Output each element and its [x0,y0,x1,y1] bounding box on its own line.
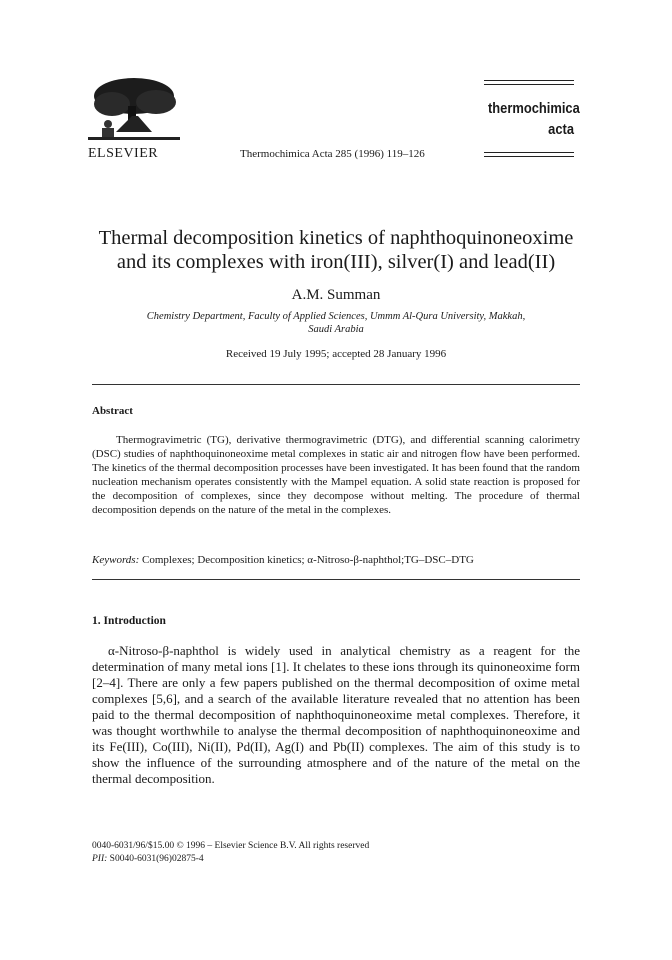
abstract-text: Thermogravimetric (TG), derivative thermogravimetric (DTG), and differential scanning calorimetry (DSC) studies of naphthoquinoneoxime metal complexes in static air and nitrogen flow have been performed. The kinetics of the thermal decomposition processes have been investigated. It has been found that the random nucleation mechanism operates consistently with the Mampel equation. A solid state reaction is proposed for the decomposition of complexes, since they decompose without melting. The procedure of thermal decomposition depends on the nature of the metal in the complexes. [92,434,580,516]
divider-top [92,384,580,385]
abstract-heading: Abstract [92,405,133,417]
journal-name-line2: acta [548,121,574,138]
keywords-label: Keywords: [92,554,140,566]
journal-top-rule-2 [484,84,574,85]
title-line-1: Thermal decomposition kinetics of naphthoquinoneoxime [98,227,574,249]
journal-bottom-rule [484,152,574,153]
journal-bottom-rule-2 [484,156,574,157]
author-name: A.M. Summan [291,287,381,303]
keywords-text: Complexes; Decomposition kinetics; α-Nitroso-β-naphthol;TG–DSC–DTG [139,554,474,566]
received-dates: Received 19 July 1995; accepted 28 January 1996 [225,348,447,360]
title-line-2: and its complexes with iron(III), silver(I) and lead(II) [116,251,556,273]
journal-top-rule [484,80,574,81]
affiliation-line-2: Saudi Arabia [308,324,364,335]
publisher-name: ELSEVIER [88,146,159,161]
pii-label: PII: [92,854,108,864]
pii-line [92,854,204,864]
keywords [92,554,580,566]
pii-value: S0040-6031(96)02875-4 [107,854,204,864]
affiliation-line-1: Chemistry Department, Faculty of Applied Sciences, Ummm Al-Qura University, Makkah, [146,311,526,322]
introduction-text: α-Nitroso-β-naphthol is widely used in analytical chemistry as a reagent for the determination of many metal ions [1]. It chelates to these ions through its quinoneoxime form [2–4]. There are only a few papers published on the thermal decomposition of oxime metal complexes [5,6], and a search of the available literature revealed that no attention has been paid to the thermal decomposition of naphthoquinoneoxime metal complexes. Therefore, it was thought worthwhile to analyse the thermal decomposition of naphthoquinoneoxime and its Fe(III), Co(III), Ni(II), Pd(II), Ag(I) and Pb(II) complexes. The aim of this study is to show the influence of the surrounding atmosphere and of the nature of the metal on the thermal decomposition. [92,643,580,786]
copyright-line: 0040-6031/96/$15.00 © 1996 – Elsevier Science B.V. All rights reserved [92,841,370,851]
article-title [60,226,612,274]
elsevier-tree-logo [88,76,180,142]
divider-bottom [92,579,580,580]
journal-name-line1: thermochimica [488,100,580,117]
affiliation [100,310,572,336]
journal-citation: Thermochimica Acta 285 (1996) 119–126 [240,148,425,160]
section-heading-introduction: 1. Introduction [92,615,166,627]
